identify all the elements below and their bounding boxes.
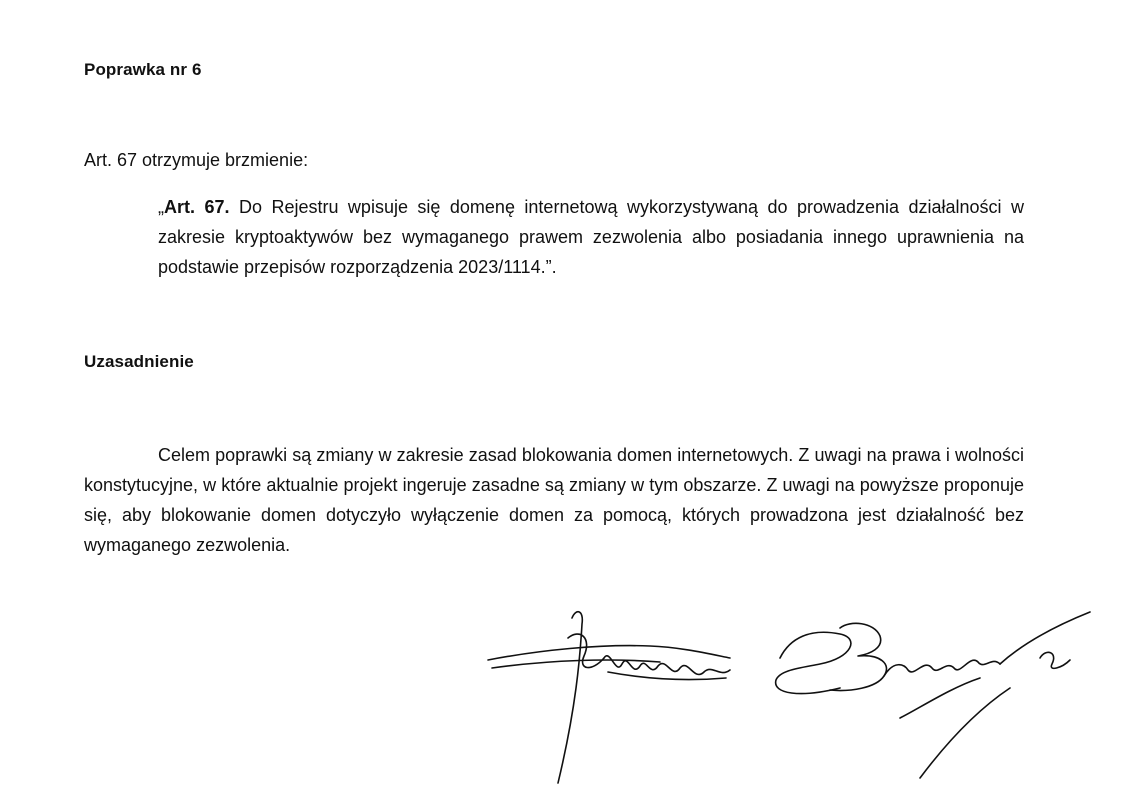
handwritten-signature [480,598,1120,798]
justification-title: Uzasadnienie [84,352,194,371]
article-number: Art. 67. [164,197,230,217]
justification-text: Celem poprawki są zmiany w zakresie zasad blokowania domen internetowych. Z uwagi na prawa i wolności konstytucyjne, w które aktualnie projekt ingeruje zasadne są zmiany w tym obszarze. Z uwagi na powyższe proponuje się, aby blokowanie domen dotyczyło wyłączenie domen za pomocą, których prowadzona jest działalność bez wymaganego zezwolenia. [84,445,1024,555]
amendment-intro: Art. 67 otrzymuje brzmienie: [84,150,309,170]
amendment-title: Poprawka nr 6 [84,60,202,79]
article-body: Do Rejestru wpisuje się domenę internetową wykorzystywaną do prowadzenia działalności w zakresie kryptoaktywów bez wymaganego prawem zezwolenia albo posiadania innego uprawnienia na podstawie przepisów rozporządzenia 2023/1114.”. [158,197,1024,277]
quote-open-mark: „ [158,197,164,217]
amended-article-text [158,192,1024,282]
